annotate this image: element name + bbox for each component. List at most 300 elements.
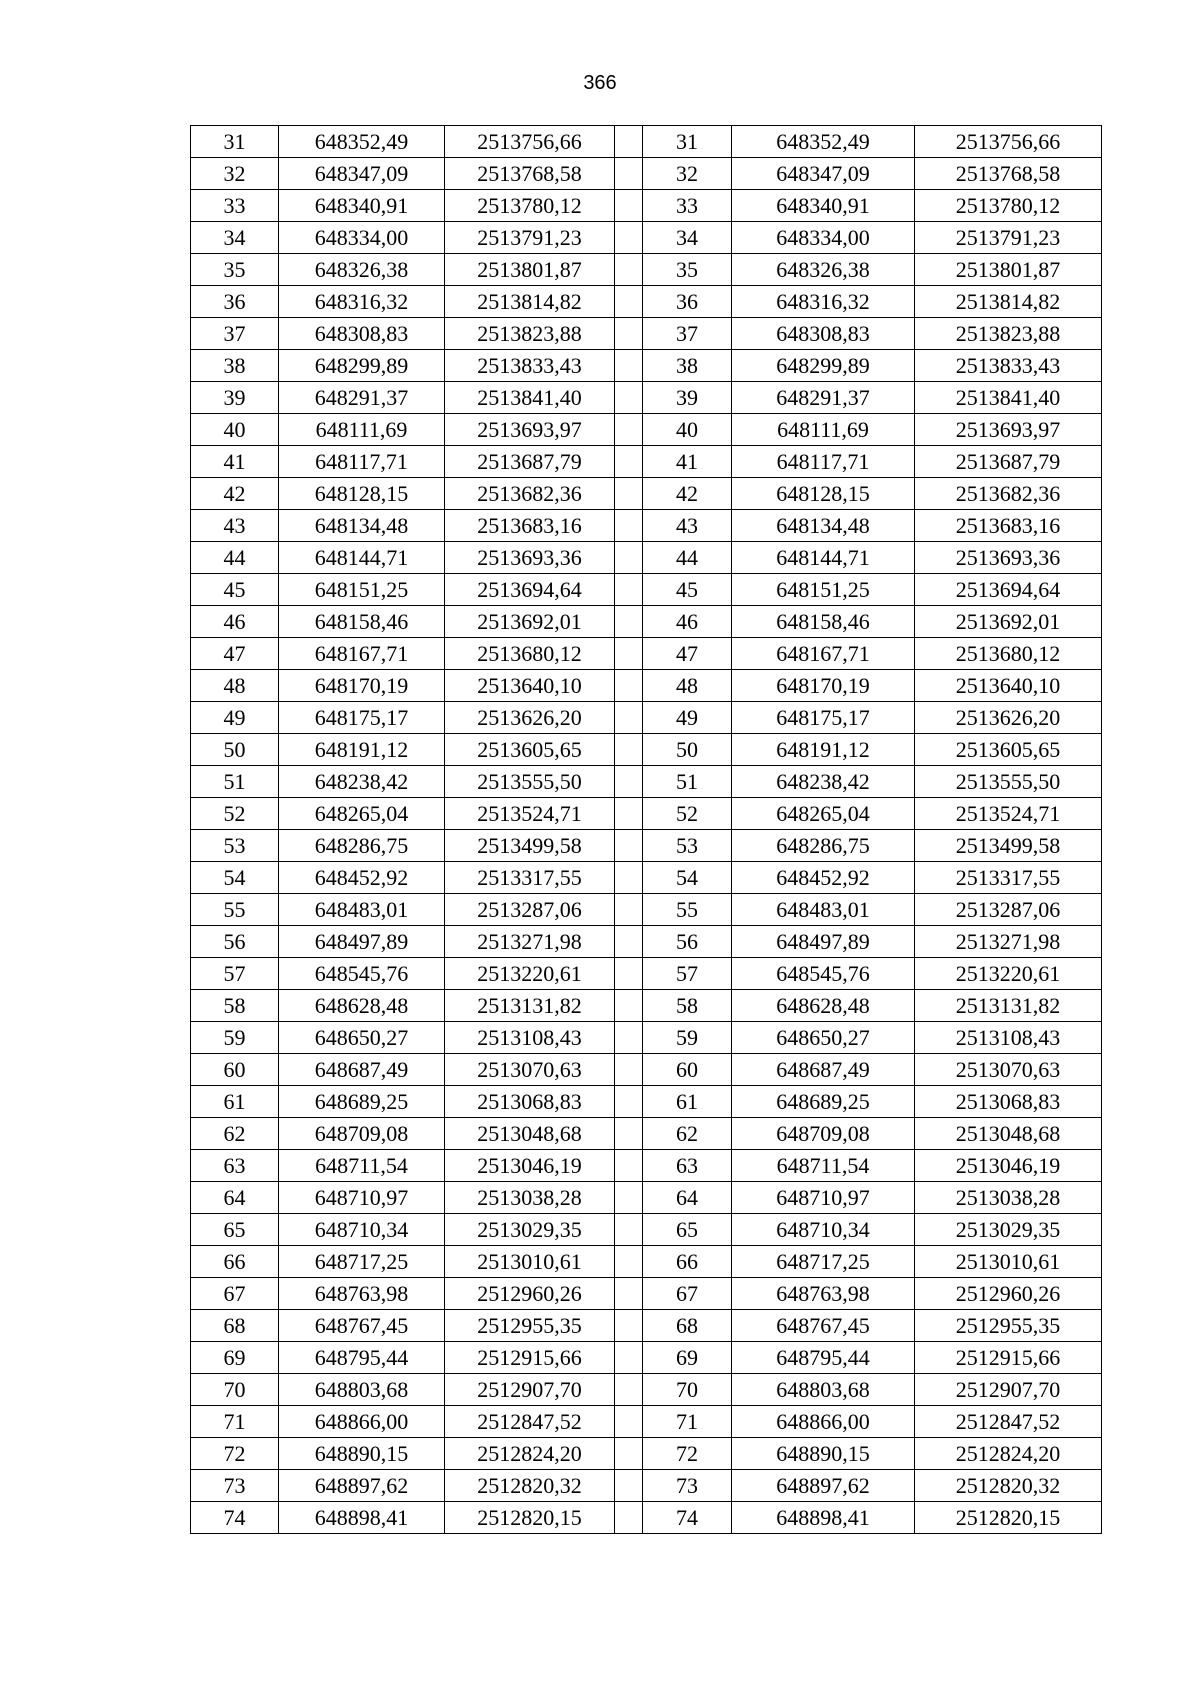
table-row bbox=[191, 1214, 1102, 1246]
right-x-coordinate-cell: 648158,46 bbox=[732, 606, 915, 638]
left-y-coordinate-cell: 2513271,98 bbox=[445, 926, 615, 958]
left-y-coordinate-cell: 2513038,28 bbox=[445, 1182, 615, 1214]
right-point-number-cell: 38 bbox=[643, 350, 732, 382]
table-row bbox=[191, 990, 1102, 1022]
left-point-number-cell: 63 bbox=[191, 1150, 279, 1182]
right-y-coordinate-cell: 2513693,36 bbox=[915, 542, 1102, 574]
left-y-coordinate-cell: 2513682,36 bbox=[445, 478, 615, 510]
table-row bbox=[191, 798, 1102, 830]
right-x-coordinate-cell: 648711,54 bbox=[732, 1150, 915, 1182]
left-point-number-cell: 38 bbox=[191, 350, 279, 382]
right-x-coordinate-cell: 648299,89 bbox=[732, 350, 915, 382]
right-y-coordinate-cell: 2512960,26 bbox=[915, 1278, 1102, 1310]
spacer-cell bbox=[615, 1278, 643, 1310]
table-row bbox=[191, 510, 1102, 542]
spacer-cell bbox=[615, 414, 643, 446]
right-x-coordinate-cell: 648545,76 bbox=[732, 958, 915, 990]
left-y-coordinate-cell: 2513220,61 bbox=[445, 958, 615, 990]
spacer-cell bbox=[615, 958, 643, 990]
right-y-coordinate-cell: 2513626,20 bbox=[915, 702, 1102, 734]
spacer-cell bbox=[615, 926, 643, 958]
spacer-cell bbox=[615, 222, 643, 254]
right-x-coordinate-cell: 648308,83 bbox=[732, 318, 915, 350]
left-y-coordinate-cell: 2513841,40 bbox=[445, 382, 615, 414]
spacer-cell bbox=[615, 798, 643, 830]
right-x-coordinate-cell: 648763,98 bbox=[732, 1278, 915, 1310]
spacer-cell bbox=[615, 670, 643, 702]
left-y-coordinate-cell: 2513768,58 bbox=[445, 158, 615, 190]
left-x-coordinate-cell: 648316,32 bbox=[279, 286, 445, 318]
table-row bbox=[191, 638, 1102, 670]
spacer-cell bbox=[615, 542, 643, 574]
table-row bbox=[191, 158, 1102, 190]
right-point-number-cell: 39 bbox=[643, 382, 732, 414]
right-x-coordinate-cell: 648866,00 bbox=[732, 1406, 915, 1438]
left-point-number-cell: 55 bbox=[191, 894, 279, 926]
right-x-coordinate-cell: 648134,48 bbox=[732, 510, 915, 542]
table-row bbox=[191, 478, 1102, 510]
right-x-coordinate-cell: 648167,71 bbox=[732, 638, 915, 670]
left-x-coordinate-cell: 648191,12 bbox=[279, 734, 445, 766]
right-y-coordinate-cell: 2513801,87 bbox=[915, 254, 1102, 286]
spacer-cell bbox=[615, 1022, 643, 1054]
left-x-coordinate-cell: 648326,38 bbox=[279, 254, 445, 286]
right-point-number-cell: 63 bbox=[643, 1150, 732, 1182]
table-row bbox=[191, 1182, 1102, 1214]
right-point-number-cell: 57 bbox=[643, 958, 732, 990]
left-point-number-cell: 70 bbox=[191, 1374, 279, 1406]
right-point-number-cell: 54 bbox=[643, 862, 732, 894]
right-x-coordinate-cell: 648191,12 bbox=[732, 734, 915, 766]
left-point-number-cell: 48 bbox=[191, 670, 279, 702]
left-y-coordinate-cell: 2513626,20 bbox=[445, 702, 615, 734]
left-point-number-cell: 41 bbox=[191, 446, 279, 478]
spacer-cell bbox=[615, 286, 643, 318]
table-row bbox=[191, 1342, 1102, 1374]
right-y-coordinate-cell: 2513555,50 bbox=[915, 766, 1102, 798]
right-y-coordinate-cell: 2513841,40 bbox=[915, 382, 1102, 414]
right-y-coordinate-cell: 2512915,66 bbox=[915, 1342, 1102, 1374]
right-x-coordinate-cell: 648687,49 bbox=[732, 1054, 915, 1086]
left-x-coordinate-cell: 648710,34 bbox=[279, 1214, 445, 1246]
left-point-number-cell: 58 bbox=[191, 990, 279, 1022]
right-y-coordinate-cell: 2513048,68 bbox=[915, 1118, 1102, 1150]
right-y-coordinate-cell: 2513680,12 bbox=[915, 638, 1102, 670]
left-y-coordinate-cell: 2513687,79 bbox=[445, 446, 615, 478]
right-x-coordinate-cell: 648709,08 bbox=[732, 1118, 915, 1150]
left-y-coordinate-cell: 2512960,26 bbox=[445, 1278, 615, 1310]
right-point-number-cell: 51 bbox=[643, 766, 732, 798]
right-point-number-cell: 40 bbox=[643, 414, 732, 446]
left-y-coordinate-cell: 2513499,58 bbox=[445, 830, 615, 862]
left-point-number-cell: 53 bbox=[191, 830, 279, 862]
left-y-coordinate-cell: 2513010,61 bbox=[445, 1246, 615, 1278]
right-point-number-cell: 53 bbox=[643, 830, 732, 862]
left-point-number-cell: 64 bbox=[191, 1182, 279, 1214]
left-y-coordinate-cell: 2513317,55 bbox=[445, 862, 615, 894]
table-row bbox=[191, 1470, 1102, 1502]
right-x-coordinate-cell: 648291,37 bbox=[732, 382, 915, 414]
left-x-coordinate-cell: 648286,75 bbox=[279, 830, 445, 862]
left-point-number-cell: 36 bbox=[191, 286, 279, 318]
right-x-coordinate-cell: 648897,62 bbox=[732, 1470, 915, 1502]
left-y-coordinate-cell: 2512847,52 bbox=[445, 1406, 615, 1438]
left-y-coordinate-cell: 2513756,66 bbox=[445, 126, 615, 158]
table-row bbox=[191, 254, 1102, 286]
right-x-coordinate-cell: 648767,45 bbox=[732, 1310, 915, 1342]
left-point-number-cell: 44 bbox=[191, 542, 279, 574]
left-x-coordinate-cell: 648151,25 bbox=[279, 574, 445, 606]
left-y-coordinate-cell: 2513814,82 bbox=[445, 286, 615, 318]
right-y-coordinate-cell: 2513791,23 bbox=[915, 222, 1102, 254]
right-y-coordinate-cell: 2513768,58 bbox=[915, 158, 1102, 190]
left-x-coordinate-cell: 648167,71 bbox=[279, 638, 445, 670]
right-x-coordinate-cell: 648689,25 bbox=[732, 1086, 915, 1118]
right-point-number-cell: 49 bbox=[643, 702, 732, 734]
left-x-coordinate-cell: 648128,15 bbox=[279, 478, 445, 510]
right-point-number-cell: 33 bbox=[643, 190, 732, 222]
table-row bbox=[191, 894, 1102, 926]
left-point-number-cell: 49 bbox=[191, 702, 279, 734]
left-point-number-cell: 52 bbox=[191, 798, 279, 830]
right-y-coordinate-cell: 2513220,61 bbox=[915, 958, 1102, 990]
right-y-coordinate-cell: 2512824,20 bbox=[915, 1438, 1102, 1470]
right-y-coordinate-cell: 2513693,97 bbox=[915, 414, 1102, 446]
right-x-coordinate-cell: 648803,68 bbox=[732, 1374, 915, 1406]
left-y-coordinate-cell: 2513833,43 bbox=[445, 350, 615, 382]
spacer-cell bbox=[615, 1182, 643, 1214]
left-x-coordinate-cell: 648763,98 bbox=[279, 1278, 445, 1310]
right-point-number-cell: 66 bbox=[643, 1246, 732, 1278]
right-x-coordinate-cell: 648238,42 bbox=[732, 766, 915, 798]
right-y-coordinate-cell: 2513833,43 bbox=[915, 350, 1102, 382]
right-x-coordinate-cell: 648175,17 bbox=[732, 702, 915, 734]
right-y-coordinate-cell: 2513070,63 bbox=[915, 1054, 1102, 1086]
right-x-coordinate-cell: 648710,34 bbox=[732, 1214, 915, 1246]
table-row bbox=[191, 318, 1102, 350]
left-x-coordinate-cell: 648334,00 bbox=[279, 222, 445, 254]
left-x-coordinate-cell: 648890,15 bbox=[279, 1438, 445, 1470]
right-y-coordinate-cell: 2513271,98 bbox=[915, 926, 1102, 958]
left-y-coordinate-cell: 2513780,12 bbox=[445, 190, 615, 222]
table-row bbox=[191, 862, 1102, 894]
right-y-coordinate-cell: 2513068,83 bbox=[915, 1086, 1102, 1118]
table-row bbox=[191, 574, 1102, 606]
table-row bbox=[191, 766, 1102, 798]
table-row bbox=[191, 670, 1102, 702]
left-y-coordinate-cell: 2512915,66 bbox=[445, 1342, 615, 1374]
left-y-coordinate-cell: 2513605,65 bbox=[445, 734, 615, 766]
spacer-cell bbox=[615, 638, 643, 670]
left-x-coordinate-cell: 648717,25 bbox=[279, 1246, 445, 1278]
left-y-coordinate-cell: 2512820,32 bbox=[445, 1470, 615, 1502]
coordinates-table bbox=[190, 125, 1102, 1534]
right-y-coordinate-cell: 2513814,82 bbox=[915, 286, 1102, 318]
left-x-coordinate-cell: 648711,54 bbox=[279, 1150, 445, 1182]
left-y-coordinate-cell: 2513068,83 bbox=[445, 1086, 615, 1118]
right-x-coordinate-cell: 648111,69 bbox=[732, 414, 915, 446]
right-x-coordinate-cell: 648497,89 bbox=[732, 926, 915, 958]
right-y-coordinate-cell: 2513640,10 bbox=[915, 670, 1102, 702]
left-y-coordinate-cell: 2513287,06 bbox=[445, 894, 615, 926]
left-x-coordinate-cell: 648340,91 bbox=[279, 190, 445, 222]
right-point-number-cell: 31 bbox=[643, 126, 732, 158]
right-point-number-cell: 42 bbox=[643, 478, 732, 510]
table-row bbox=[191, 606, 1102, 638]
spacer-cell bbox=[615, 1310, 643, 1342]
left-x-coordinate-cell: 648265,04 bbox=[279, 798, 445, 830]
table-row bbox=[191, 1278, 1102, 1310]
table-row bbox=[191, 126, 1102, 158]
right-point-number-cell: 46 bbox=[643, 606, 732, 638]
left-point-number-cell: 67 bbox=[191, 1278, 279, 1310]
spacer-cell bbox=[615, 1118, 643, 1150]
spacer-cell bbox=[615, 990, 643, 1022]
right-point-number-cell: 45 bbox=[643, 574, 732, 606]
table-row bbox=[191, 734, 1102, 766]
right-y-coordinate-cell: 2513038,28 bbox=[915, 1182, 1102, 1214]
right-point-number-cell: 35 bbox=[643, 254, 732, 286]
right-y-coordinate-cell: 2513029,35 bbox=[915, 1214, 1102, 1246]
right-y-coordinate-cell: 2513287,06 bbox=[915, 894, 1102, 926]
right-point-number-cell: 55 bbox=[643, 894, 732, 926]
spacer-cell bbox=[615, 510, 643, 542]
table-row bbox=[191, 542, 1102, 574]
left-y-coordinate-cell: 2513048,68 bbox=[445, 1118, 615, 1150]
spacer-cell bbox=[615, 894, 643, 926]
right-y-coordinate-cell: 2513131,82 bbox=[915, 990, 1102, 1022]
spacer-cell bbox=[615, 1374, 643, 1406]
right-point-number-cell: 43 bbox=[643, 510, 732, 542]
right-point-number-cell: 36 bbox=[643, 286, 732, 318]
right-y-coordinate-cell: 2513756,66 bbox=[915, 126, 1102, 158]
right-x-coordinate-cell: 648286,75 bbox=[732, 830, 915, 862]
right-y-coordinate-cell: 2513108,43 bbox=[915, 1022, 1102, 1054]
left-x-coordinate-cell: 648170,19 bbox=[279, 670, 445, 702]
spacer-cell bbox=[615, 734, 643, 766]
spacer-cell bbox=[615, 1502, 643, 1534]
table-row bbox=[191, 1118, 1102, 1150]
spacer-cell bbox=[615, 574, 643, 606]
spacer-cell bbox=[615, 1342, 643, 1374]
right-point-number-cell: 61 bbox=[643, 1086, 732, 1118]
left-y-coordinate-cell: 2513555,50 bbox=[445, 766, 615, 798]
left-x-coordinate-cell: 648545,76 bbox=[279, 958, 445, 990]
table-row bbox=[191, 190, 1102, 222]
spacer-cell bbox=[615, 830, 643, 862]
right-y-coordinate-cell: 2513823,88 bbox=[915, 318, 1102, 350]
right-x-coordinate-cell: 648352,49 bbox=[732, 126, 915, 158]
left-y-coordinate-cell: 2513524,71 bbox=[445, 798, 615, 830]
table-row bbox=[191, 958, 1102, 990]
right-x-coordinate-cell: 648347,09 bbox=[732, 158, 915, 190]
right-x-coordinate-cell: 648128,15 bbox=[732, 478, 915, 510]
left-y-coordinate-cell: 2513029,35 bbox=[445, 1214, 615, 1246]
right-point-number-cell: 50 bbox=[643, 734, 732, 766]
right-y-coordinate-cell: 2512847,52 bbox=[915, 1406, 1102, 1438]
right-y-coordinate-cell: 2513010,61 bbox=[915, 1246, 1102, 1278]
left-x-coordinate-cell: 648687,49 bbox=[279, 1054, 445, 1086]
right-y-coordinate-cell: 2512820,32 bbox=[915, 1470, 1102, 1502]
spacer-cell bbox=[615, 766, 643, 798]
spacer-cell bbox=[615, 382, 643, 414]
left-x-coordinate-cell: 648144,71 bbox=[279, 542, 445, 574]
left-point-number-cell: 73 bbox=[191, 1470, 279, 1502]
left-x-coordinate-cell: 648866,00 bbox=[279, 1406, 445, 1438]
spacer-cell bbox=[615, 158, 643, 190]
left-y-coordinate-cell: 2512820,15 bbox=[445, 1502, 615, 1534]
right-x-coordinate-cell: 648710,97 bbox=[732, 1182, 915, 1214]
left-point-number-cell: 54 bbox=[191, 862, 279, 894]
right-x-coordinate-cell: 648144,71 bbox=[732, 542, 915, 574]
left-x-coordinate-cell: 648483,01 bbox=[279, 894, 445, 926]
right-y-coordinate-cell: 2513683,16 bbox=[915, 510, 1102, 542]
spacer-cell bbox=[615, 1150, 643, 1182]
table-row bbox=[191, 1406, 1102, 1438]
left-x-coordinate-cell: 648238,42 bbox=[279, 766, 445, 798]
spacer-cell bbox=[615, 702, 643, 734]
right-y-coordinate-cell: 2513499,58 bbox=[915, 830, 1102, 862]
table-row bbox=[191, 1374, 1102, 1406]
spacer-cell bbox=[615, 318, 643, 350]
left-point-number-cell: 56 bbox=[191, 926, 279, 958]
table-row bbox=[191, 222, 1102, 254]
left-y-coordinate-cell: 2513693,36 bbox=[445, 542, 615, 574]
left-point-number-cell: 57 bbox=[191, 958, 279, 990]
left-x-coordinate-cell: 648897,62 bbox=[279, 1470, 445, 1502]
left-point-number-cell: 32 bbox=[191, 158, 279, 190]
right-point-number-cell: 34 bbox=[643, 222, 732, 254]
left-point-number-cell: 43 bbox=[191, 510, 279, 542]
left-x-coordinate-cell: 648795,44 bbox=[279, 1342, 445, 1374]
left-y-coordinate-cell: 2513108,43 bbox=[445, 1022, 615, 1054]
left-x-coordinate-cell: 648650,27 bbox=[279, 1022, 445, 1054]
right-x-coordinate-cell: 648316,32 bbox=[732, 286, 915, 318]
right-point-number-cell: 44 bbox=[643, 542, 732, 574]
left-y-coordinate-cell: 2513131,82 bbox=[445, 990, 615, 1022]
spacer-cell bbox=[615, 1214, 643, 1246]
spacer-cell bbox=[615, 1406, 643, 1438]
left-point-number-cell: 35 bbox=[191, 254, 279, 286]
left-x-coordinate-cell: 648299,89 bbox=[279, 350, 445, 382]
left-x-coordinate-cell: 648767,45 bbox=[279, 1310, 445, 1342]
spacer-cell bbox=[615, 126, 643, 158]
coordinates-table-body bbox=[191, 126, 1102, 1534]
table-row bbox=[191, 830, 1102, 862]
right-point-number-cell: 65 bbox=[643, 1214, 732, 1246]
left-x-coordinate-cell: 648898,41 bbox=[279, 1502, 445, 1534]
left-x-coordinate-cell: 648452,92 bbox=[279, 862, 445, 894]
left-y-coordinate-cell: 2513694,64 bbox=[445, 574, 615, 606]
left-x-coordinate-cell: 648291,37 bbox=[279, 382, 445, 414]
right-point-number-cell: 48 bbox=[643, 670, 732, 702]
left-x-coordinate-cell: 648117,71 bbox=[279, 446, 445, 478]
left-point-number-cell: 62 bbox=[191, 1118, 279, 1150]
left-point-number-cell: 71 bbox=[191, 1406, 279, 1438]
left-point-number-cell: 40 bbox=[191, 414, 279, 446]
left-x-coordinate-cell: 648710,97 bbox=[279, 1182, 445, 1214]
left-x-coordinate-cell: 648689,25 bbox=[279, 1086, 445, 1118]
right-point-number-cell: 58 bbox=[643, 990, 732, 1022]
table-row bbox=[191, 1054, 1102, 1086]
left-x-coordinate-cell: 648158,46 bbox=[279, 606, 445, 638]
right-point-number-cell: 59 bbox=[643, 1022, 732, 1054]
spacer-cell bbox=[615, 1246, 643, 1278]
table-row bbox=[191, 702, 1102, 734]
right-x-coordinate-cell: 648265,04 bbox=[732, 798, 915, 830]
left-point-number-cell: 42 bbox=[191, 478, 279, 510]
left-y-coordinate-cell: 2512824,20 bbox=[445, 1438, 615, 1470]
left-y-coordinate-cell: 2513070,63 bbox=[445, 1054, 615, 1086]
left-y-coordinate-cell: 2512907,70 bbox=[445, 1374, 615, 1406]
spacer-cell bbox=[615, 862, 643, 894]
right-y-coordinate-cell: 2513687,79 bbox=[915, 446, 1102, 478]
table-row bbox=[191, 286, 1102, 318]
right-y-coordinate-cell: 2513605,65 bbox=[915, 734, 1102, 766]
right-point-number-cell: 70 bbox=[643, 1374, 732, 1406]
table-row bbox=[191, 1022, 1102, 1054]
left-x-coordinate-cell: 648352,49 bbox=[279, 126, 445, 158]
left-point-number-cell: 37 bbox=[191, 318, 279, 350]
table-row bbox=[191, 1502, 1102, 1534]
left-point-number-cell: 34 bbox=[191, 222, 279, 254]
right-x-coordinate-cell: 648117,71 bbox=[732, 446, 915, 478]
left-point-number-cell: 69 bbox=[191, 1342, 279, 1374]
spacer-cell bbox=[615, 478, 643, 510]
table-row bbox=[191, 382, 1102, 414]
left-point-number-cell: 65 bbox=[191, 1214, 279, 1246]
left-y-coordinate-cell: 2512955,35 bbox=[445, 1310, 615, 1342]
right-y-coordinate-cell: 2513682,36 bbox=[915, 478, 1102, 510]
right-x-coordinate-cell: 648795,44 bbox=[732, 1342, 915, 1374]
right-x-coordinate-cell: 648326,38 bbox=[732, 254, 915, 286]
left-y-coordinate-cell: 2513680,12 bbox=[445, 638, 615, 670]
left-y-coordinate-cell: 2513046,19 bbox=[445, 1150, 615, 1182]
table-row bbox=[191, 1310, 1102, 1342]
spacer-cell bbox=[615, 350, 643, 382]
left-y-coordinate-cell: 2513693,97 bbox=[445, 414, 615, 446]
table-row bbox=[191, 926, 1102, 958]
left-point-number-cell: 45 bbox=[191, 574, 279, 606]
left-x-coordinate-cell: 648803,68 bbox=[279, 1374, 445, 1406]
right-point-number-cell: 32 bbox=[643, 158, 732, 190]
right-point-number-cell: 37 bbox=[643, 318, 732, 350]
left-x-coordinate-cell: 648134,48 bbox=[279, 510, 445, 542]
left-point-number-cell: 50 bbox=[191, 734, 279, 766]
spacer-cell bbox=[615, 1086, 643, 1118]
right-y-coordinate-cell: 2512907,70 bbox=[915, 1374, 1102, 1406]
table-row bbox=[191, 1086, 1102, 1118]
right-y-coordinate-cell: 2513694,64 bbox=[915, 574, 1102, 606]
right-point-number-cell: 56 bbox=[643, 926, 732, 958]
right-point-number-cell: 73 bbox=[643, 1470, 732, 1502]
spacer-cell bbox=[615, 254, 643, 286]
right-x-coordinate-cell: 648452,92 bbox=[732, 862, 915, 894]
table-row bbox=[191, 1246, 1102, 1278]
right-point-number-cell: 41 bbox=[643, 446, 732, 478]
right-x-coordinate-cell: 648483,01 bbox=[732, 894, 915, 926]
left-y-coordinate-cell: 2513683,16 bbox=[445, 510, 615, 542]
right-x-coordinate-cell: 648170,19 bbox=[732, 670, 915, 702]
right-x-coordinate-cell: 648628,48 bbox=[732, 990, 915, 1022]
right-y-coordinate-cell: 2513317,55 bbox=[915, 862, 1102, 894]
left-point-number-cell: 39 bbox=[191, 382, 279, 414]
right-point-number-cell: 68 bbox=[643, 1310, 732, 1342]
page-number: 366 bbox=[583, 72, 617, 94]
left-point-number-cell: 31 bbox=[191, 126, 279, 158]
left-point-number-cell: 61 bbox=[191, 1086, 279, 1118]
spacer-cell bbox=[615, 1054, 643, 1086]
